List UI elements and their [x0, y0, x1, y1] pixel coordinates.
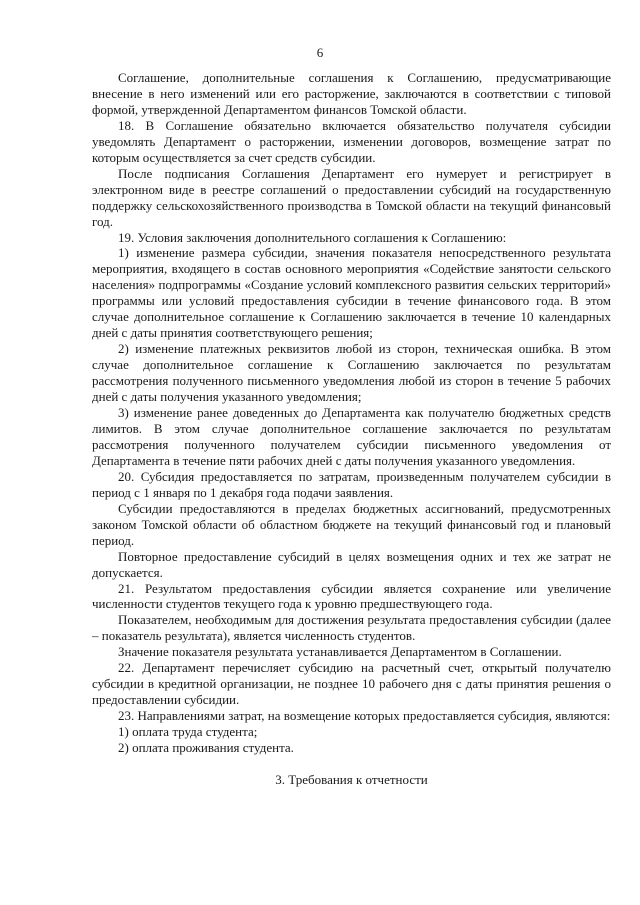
paragraph-agreement-forms: Соглашение, дополнительные соглашения к Соглашению, предусматривающие внесение в него изменений или его расторжение, заключаются в соответствии с типовой формой, утвержденной Департаментом финансов Томской области. [92, 70, 611, 117]
page-number: 6 [316, 45, 324, 60]
paragraph-cost-1: 1) оплата труда студента; [118, 724, 258, 740]
section-heading: 3. Требования к отчетности [275, 771, 428, 787]
paragraph-item-18: 18. В Соглашение обязательно включается обязательство получателя субсидии уведомлять Департамент о расторжении, изменении договоров, возмещение затрат по которым осуществляется за счет средств субсидии. [92, 117, 611, 165]
paragraph-indicator-value: Значение показателя результата устанавливается Департаментом в Соглашении. [118, 644, 562, 660]
document-body [92, 70, 611, 788]
paragraph-item-23: 23. Направлениями затрат, на возмещение которых предоставляется субсидия, являются: [118, 708, 611, 724]
paragraph-item-21: 21. Результатом предоставления субсидии является сохранение или увеличение численности студентов текущего года к уровню предшествующего года. [92, 580, 611, 612]
paragraph-condition-1: 1) изменение размера субсидии, значения показателя непосредственного результата мероприятия, входящего в состав основного мероприятия «Содействие занятости сельского населения» подпрограммы «Создание условий комплексного развития сельских территорий» программы или условий предоставления субсидии в течение финансового года. В этом случае дополнительное соглашение к Соглашению заключается в течение 10 календарных дней с даты принятия соответствующего решения; [92, 245, 611, 341]
paragraph-condition-3: 3) изменение ранее доведенных до Департамента как получателю бюджетных средств лимитов. В этом случае дополнительное соглашение заключается по результатам рассмотрения полученного получателем субсидии письменного уведомления от Департамента в течение пяти рабочих дней с даты получения указанного уведомления. [92, 405, 611, 468]
paragraph-no-repeat: Повторное предоставление субсидий в целях возмещения одних и тех же затрат не допускается. [92, 548, 611, 580]
paragraph-cost-2: 2) оплата проживания студента. [118, 740, 294, 756]
paragraph-condition-2: 2) изменение платежных реквизитов любой из сторон, техническая ошибка. В этом случае дополнительное соглашение к Соглашению заключается по результатам рассмотрения полученного письменного уведомления любой из сторон в течение 5 рабочих дней с даты получения указанного уведомления; [92, 341, 611, 405]
paragraph-budget-limits: Субсидии предоставляются в пределах бюджетных ассигнований, предусмотренных законом Томской области об областном бюджете на текущий финансовый год и плановый период. [92, 500, 611, 548]
paragraph-item-20: 20. Субсидия предоставляется по затратам, произведенным получателем субсидии в период с 1 января по 1 декабря года подачи заявления. [92, 468, 611, 500]
paragraph-registration: После подписания Соглашения Департамент его нумерует и регистрирует в электронном виде в реестре соглашений о предоставлении субсидий на государственную поддержку сельскохозяйственного производства в Томской области на текущий финансовый год. [92, 165, 611, 229]
paragraph-item-22: 22. Департамент перечисляет субсидию на расчетный счет, открытый получателю субсидии в кредитной организации, не позднее 10 рабочего дня с даты принятия решения о предоставлении субсидии. [92, 660, 611, 708]
paragraph-item-19: 19. Условия заключения дополнительного соглашения к Соглашению: [118, 229, 507, 245]
paragraph-indicator: Показателем, необходимым для достижения результата предоставления субсидии (далее – показатель результата), является численность студентов. [92, 612, 611, 644]
